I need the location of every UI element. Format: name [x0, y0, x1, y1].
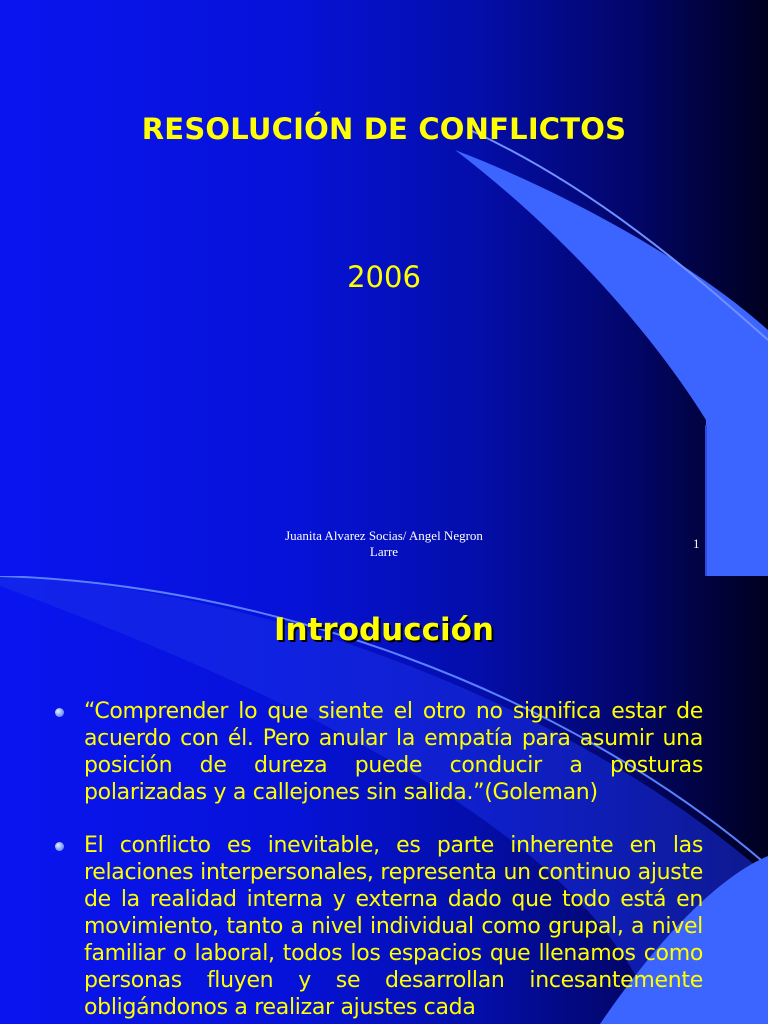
bullet-icon — [55, 842, 64, 851]
slide-title-heading: RESOLUCIÓN DE CONFLICTOS — [141, 112, 627, 146]
bullet-text: El conflicto es inevitable, es parte inherente en las relaciones interpersonales, representa un continuo ajuste de la realidad interna y externa dado que todo está en movimiento, tanto a nivel individual como grupal, a nivel familiar o laboral, todos los espacios que llenamos como personas fluyen y se desarrollan incesantemente obligándonos a realizar ajustes cada — [84, 833, 703, 1020]
slide-year: 2006 — [347, 260, 421, 294]
list-item — [55, 698, 703, 806]
slide-footer-authors — [250, 528, 518, 560]
bullet-icon — [55, 708, 64, 717]
list-item — [55, 832, 703, 1021]
slide-page-number: 1 — [693, 536, 700, 551]
footer-line-2: Larre — [369, 544, 399, 559]
footer-line-1: Juanita Alvarez Socias/ Angel Negron — [285, 528, 483, 543]
bullet-text: “Comprender lo que siente el otro no significa estar de acuerdo con él. Pero anular la empatía para asumir una posición de dureza puede conducir a posturas polarizadas y a callejones sin salida.”(Goleman) — [84, 699, 703, 805]
bullet-list — [55, 698, 703, 1024]
slide-title-heading: Introducción — [273, 612, 494, 648]
slide-introduction — [0, 576, 768, 1024]
